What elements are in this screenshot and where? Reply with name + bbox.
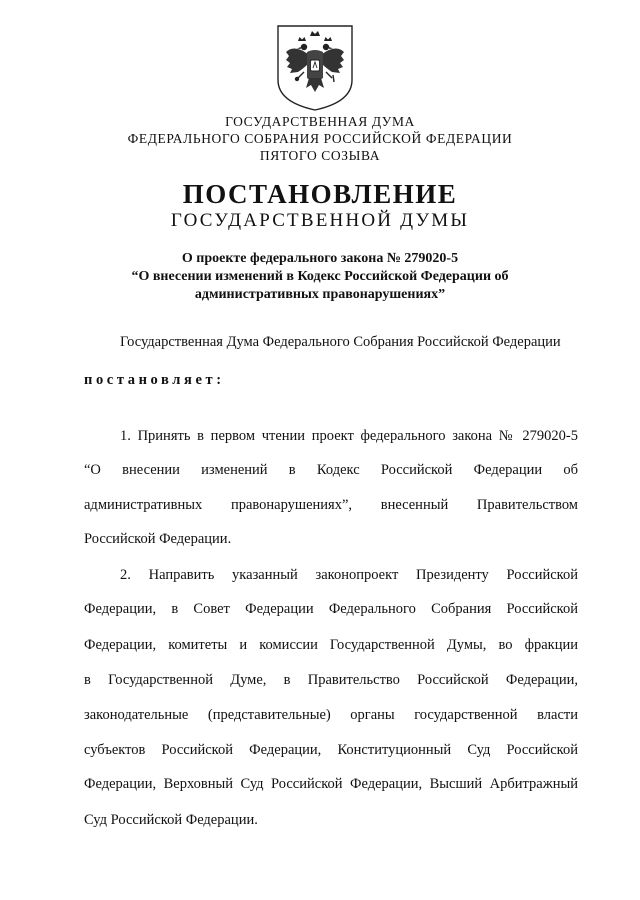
document-subtitle: ГОСУДАРСТВЕННОЙ ДУМЫ xyxy=(170,210,470,231)
item2-line: Федерации, Верховный Суд Российской Федерации, Высший Арбитражный xyxy=(84,776,578,792)
item1-line: “О внесении изменений в Кодекс Российской Федерации об xyxy=(84,462,578,478)
resolves-word: постановляет: xyxy=(84,372,225,388)
item2-line: Суд Российской Федерации. xyxy=(84,812,258,828)
item1-line: административных правонарушениях”, внесенный Правительством xyxy=(84,497,578,513)
item2-line: субъектов Российской Федерации, Конституционный Суд Российской xyxy=(84,742,578,758)
item1-line: 1. Принять в первом чтении проект федерального закона № 279020-5 xyxy=(120,428,578,444)
item2-line: в Государственной Думе, в Правительство Российской Федерации, xyxy=(84,672,578,688)
subject-line: “О внесении изменений в Кодекс Российской Федерации об xyxy=(131,269,509,284)
subject-line: О проекте федерального закона № 279020-5 xyxy=(181,251,459,266)
header-line-duma: ГОСУДАРСТВЕННАЯ ДУМА xyxy=(225,114,415,129)
item2-line: Федерации, в Совет Федерации Федерального Собрания Российской xyxy=(84,601,578,617)
header-line-convocation: ПЯТОГО СОЗЫВА xyxy=(259,148,381,163)
item1-line: Российской Федерации. xyxy=(84,531,232,547)
document-subject xyxy=(0,250,640,304)
item2-line: Федерации, комитеты и комиссии Государственной Думы, во фракции xyxy=(84,637,578,653)
double-headed-eagle-emblem-icon xyxy=(274,22,356,112)
document-title: ПОСТАНОВЛЕНИЕ xyxy=(182,179,458,209)
subject-line: административных правонарушениях” xyxy=(194,287,446,302)
item2-line: законодательные (представительные) органы государственной власти xyxy=(84,707,578,723)
header-line-assembly: ФЕДЕРАЛЬНОГО СОБРАНИЯ РОССИЙСКОЙ ФЕДЕРАЦИИ xyxy=(127,131,513,146)
item2-line: 2. Направить указанный законопроект Президенту Российской xyxy=(120,567,578,583)
preamble: Государственная Дума Федерального Собрания Российской Федерации xyxy=(120,334,561,350)
